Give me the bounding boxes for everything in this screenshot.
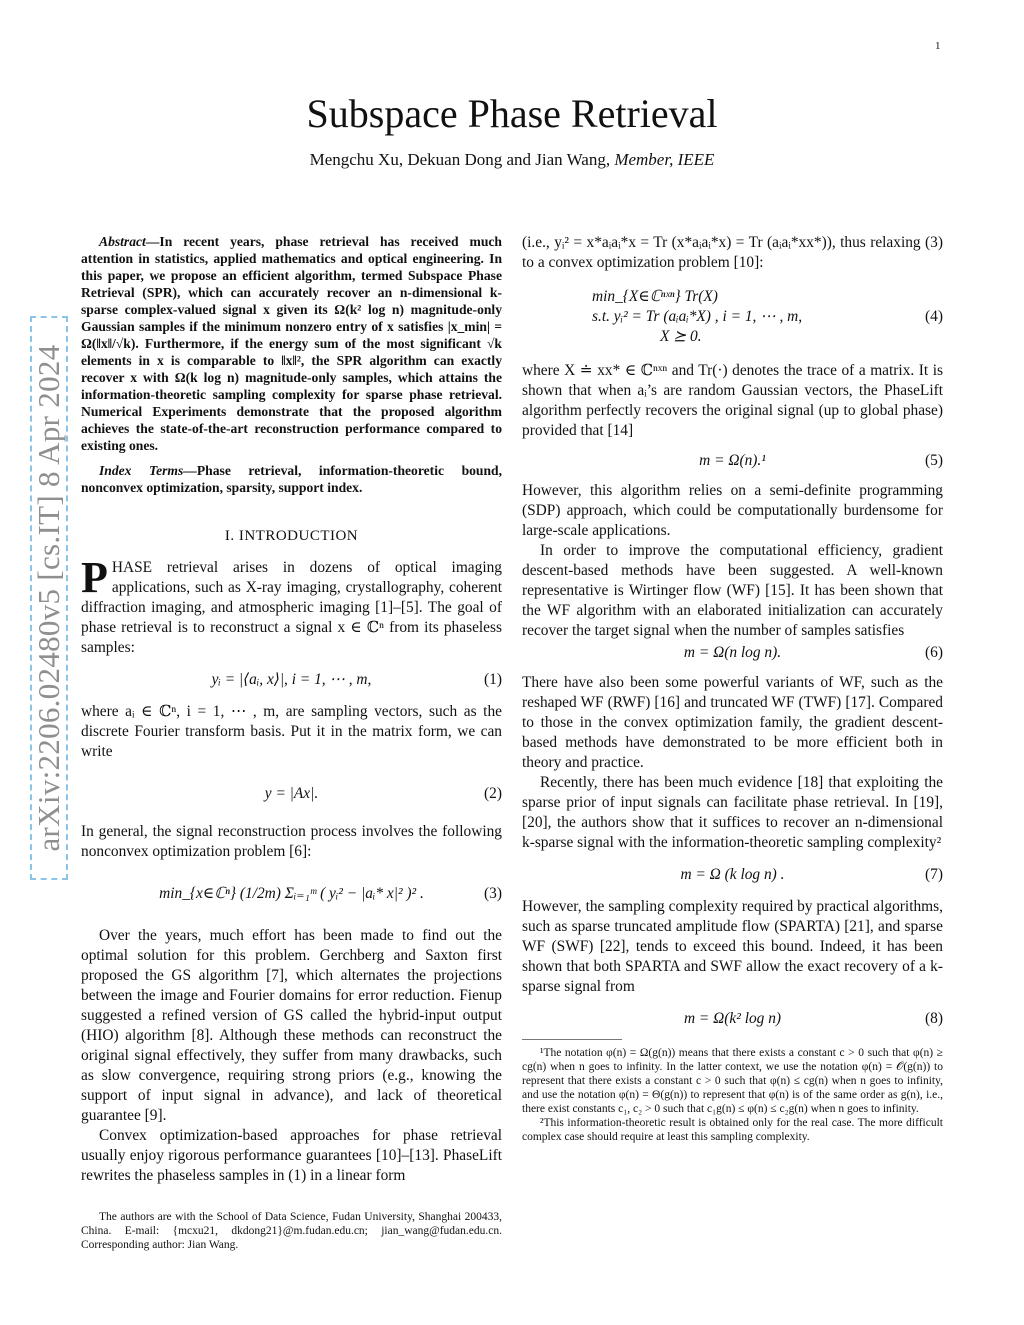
arxiv-stamp: arXiv:2206.02480v5 [cs.IT] 8 Apr 2024 [30,316,68,880]
equation-2 [81,784,502,804]
footnote-2: ²This information-theoretic result is obtained only for the real case. The more difficult complex case should require at least this sampling complexity. [522,1117,943,1143]
paragraph-4: Over the years, much effort has been made to find out the optimal solution for this problem. Gerchberg and Saxton first proposed the GS algorithm [7], which alternates the projections between the image and Fourier domains for error reduction. Fienup suggested a refined version of GS called the hybrid-input output (HIO) algorithm [8]. Although these methods can reconstruct the original signal effectively, they suffer from many drawbacks, such as slow convergence, requiring strong priors (e.g., knowing the support of input signal in advance), and lack of theoretical guarantee [9]. [81,927,502,1124]
equation-5 [522,451,943,471]
footnote-1: ¹The notation φ(n) = Ω(g(n)) means that there exists a constant c > 0 such that φ(n) ≥ cg(n) when n goes to infinity. In the latter context, we use the notation φ(n) = 𝒪(g(n)) to represent that there exists a constant c > 0 such that φ(n) ≤ cg(n) when n goes to infinity, and use the notation φ(n) = Θ(g(n)) to represent that φ(n) is of the same order as g(n), i.e., there exist constants c₁, c₂ > 0 such that c₁g(n) ≤ φ(n) ≤ c₂g(n) when n goes to infinity. [522,1047,943,1115]
right-paragraph-2: where X ≐ xx* ∈ ℂⁿˣⁿ and Tr(·) denotes the trace of a matrix. It is shown that when aᵢ’s are random Gaussian vectors, the PhaseLift algorithm perfectly recovers the original signal (up to global phase) provided that [14] [522,362,943,439]
paper-title: Subspace Phase Retrieval [306,91,718,136]
equation-1-number: (1) [484,671,502,688]
abstract-text: In recent years, phase retrieval has received much attention in statistics, applied mathematics and optical engineering. In this paper, we propose an efficient algorithm, termed Subspace Phase Retrieval (SPR), which can accurately recover an n-dimensional k-sparse complex-valued signal x given its Ω(k² log n) magnitude-only Gaussian samples if the minimum nonzero entry of x satisfies |x_min| = Ω(‖x‖/√k). Furthermore, if the energy sum of the most significant √k elements in x is comparable to ‖x‖², the SPR algorithm can exactly recover x with Ω(k log n) magnitude-only samples, which attains the information-theoretic sampling complexity for sparse phase retrieval. Numerical Experiments demonstrate that the proposed algorithm achieves the state-of-the-art reconstruction performance compared to existing ones. [81,234,502,453]
index-terms-label: Index Terms— [99,463,197,478]
paragraph-2: where aᵢ ∈ ℂⁿ, i = 1, ⋯ , m, are sampling vectors, such as the discrete Fourier transform basis. Put it in the matrix form, we can write [81,703,502,760]
equation-1 [81,670,502,690]
equation-4 [522,287,943,347]
equation-4-line-3: X ⪰ 0. [660,328,702,345]
left-column [81,233,502,1186]
equation-8-number: (8) [925,1010,943,1027]
author-note [81,1210,502,1252]
paragraph-5: Convex optimization-based approaches for phase retrieval usually enjoy rigorous performance guarantees [10]–[13]. PhaseLift rewrites the phaseless samples in (1) in a linear form [81,1127,502,1184]
equation-6-number: (6) [925,644,943,661]
equation-2-number: (2) [484,785,502,802]
equation-4-number: (4) [925,308,943,325]
drop-cap: P [81,553,108,602]
equation-6 [522,643,943,663]
equation-7 [522,865,943,885]
footnote-rule [522,1039,622,1040]
equation-7-number: (7) [925,866,943,883]
page-number: 1 [935,40,941,52]
equation-3 [81,884,502,904]
equation-1-body: yᵢ = |⟨aᵢ, x⟩|, i = 1, ⋯ , m, [211,671,372,688]
right-column [522,233,943,1144]
right-paragraph-1: (i.e., yᵢ² = x*aᵢaᵢ*x = Tr (x*aᵢaᵢ*x) = Tr (aᵢaᵢ*xx*)), thus relaxing (3) to a convex optimization problem [10]: [522,234,943,271]
equation-2-body: y = |Ax|. [264,785,319,802]
right-paragraph-7: However, the sampling complexity required by practical algorithms, such as sparse truncated amplitude flow (SPARTA) [21], and sparse WF (SWF) [22], tends to exceed this bound. Indeed, it has been shown that both SPARTA and SWF allow the exact recovery of a k-sparse signal from [522,898,943,995]
author-note-text: The authors are with the School of Data Science, Fudan University, Shanghai 200433, China. E-mail: {mcxu21, dkdong21}@m.fudan.edu.cn; jian_wang@fudan.edu.cn. Corresponding author: Jian Wang. [81,1211,502,1251]
equation-7-body: m = Ω (k log n) . [680,866,785,883]
right-paragraph-5: There have also been some powerful variants of WF, such as the reshaped WF (RWF) [16] and truncated WF (TWF) [17]. Compared to those in the convex optimization family, the gradient descent-based methods have demonstrated to be more efficient both in theory and practice. [522,674,943,771]
equation-4-line-2 [592,307,943,327]
right-paragraph-6: Recently, there has been much evidence [18] that exploiting the sparse prior of input signals can facilitate phase retrieval. In [19], [20], the authors show that it suffices to recover an n-dimensional k-sparse signal with the information-theoretic sampling complexity² [522,774,943,851]
equation-4-line-1: min_{X∈ℂⁿˣⁿ} Tr(X) [592,288,718,305]
equation-3-number: (3) [484,885,502,902]
intro-paragraph [81,553,502,658]
equation-8 [522,1009,943,1029]
section-heading: I. INTRODUCTION [224,528,359,544]
equation-6-body: m = Ω(n log n). [683,644,782,661]
author-line [0,150,1024,170]
author-names: Mengchu Xu, Dekuan Dong and Jian Wang, [309,150,611,169]
equation-5-body: m = Ω(n).¹ [699,452,766,469]
equation-3-body: min_{x∈ℂⁿ} (1/2m) Σᵢ₌₁ᵐ ( yᵢ² − |aᵢ* x|² )² . [159,885,424,902]
equation-8-body: m = Ω(k² log n) [683,1010,782,1027]
abstract-label: Abstract— [99,234,160,249]
equation-5-number: (5) [925,452,943,469]
equation-4-constraint: s.t. yᵢ² = Tr (aᵢaᵢ*X) , i = 1, ⋯ , m, [592,308,803,325]
right-paragraph-3: However, this algorithm relies on a semi-definite programming (SDP) approach, which could be computationally burdensome for large-scale applications. [522,482,943,539]
abstract [81,233,502,454]
right-paragraph-4: In order to improve the computational efficiency, gradient descent-based methods have been suggested. A well-known representative is Wirtinger flow (WF) [15]. It has been shown that the WF algorithm with an elaborated initialization can accurately recover the target signal when the number of samples satisfies [522,542,943,639]
index-terms-text: Phase retrieval, information-theoretic bound, nonconvex optimization, sparsity, support index. [81,463,502,495]
intro-text: HASE retrieval arises in dozens of optical imaging applications, such as X-ray imaging, crystallography, coherent diffraction imaging, and atmospheric imaging [1]–[5]. The goal of phase retrieval is to reconstruct a signal x ∈ ℂⁿ from its phaseless samples: [81,559,502,656]
author-membership: Member, IEEE [614,150,715,169]
index-terms [81,462,502,496]
paragraph-3: In general, the signal reconstruction process involves the following nonconvex optimization problem [6]: [81,823,502,860]
